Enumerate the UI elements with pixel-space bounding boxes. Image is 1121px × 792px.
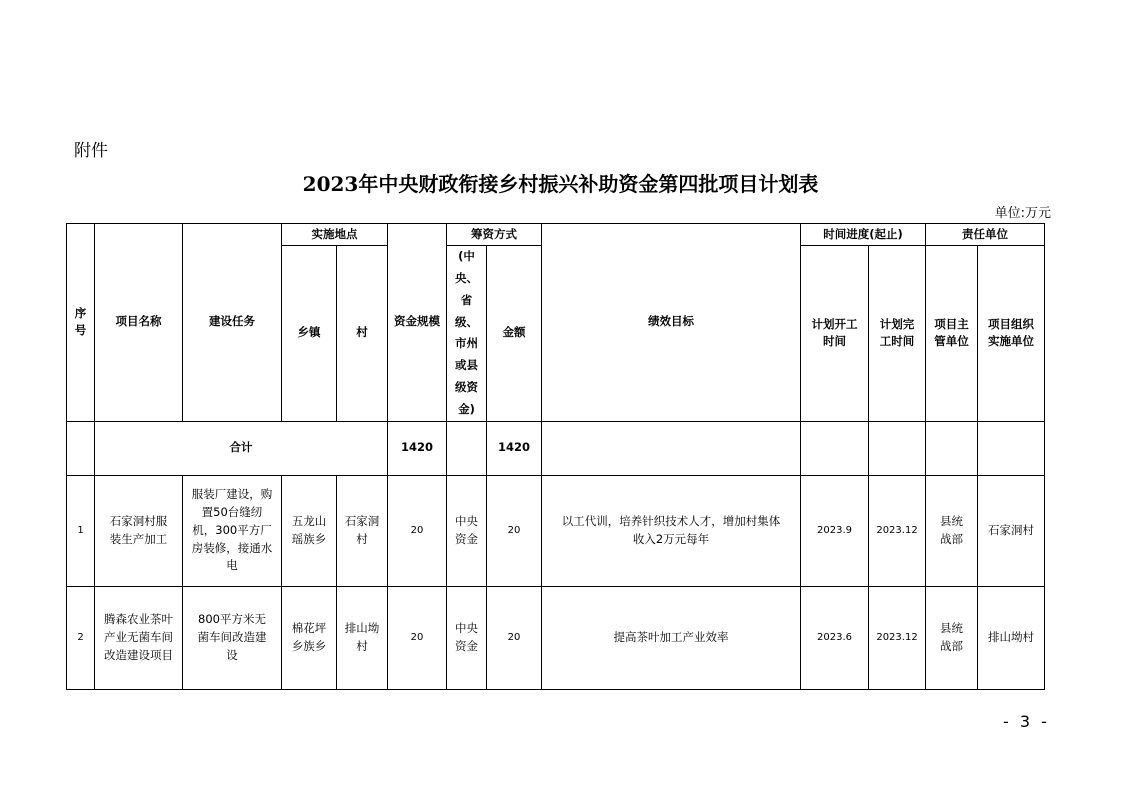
header-amount: 金额 bbox=[487, 246, 542, 422]
row-supervisor: 县统战部 bbox=[926, 586, 978, 689]
row-fund-scale: 20 bbox=[388, 475, 447, 586]
attachment-label: 附件 bbox=[74, 141, 108, 161]
row-plan-start: 2023.6 bbox=[801, 586, 869, 689]
total-fund-scale: 1420 bbox=[388, 421, 447, 475]
total-seq-cell bbox=[67, 421, 95, 475]
row-seq: 1 bbox=[67, 475, 95, 586]
total-performance-cell bbox=[542, 421, 801, 475]
header-plan-end: 计划完工时间 bbox=[869, 246, 926, 422]
row-project-name: 石家洞村服装生产加工 bbox=[95, 475, 183, 586]
total-plan-end-cell bbox=[869, 421, 926, 475]
total-amount: 1420 bbox=[487, 421, 542, 475]
row-township: 棉花坪乡族乡 bbox=[282, 586, 337, 689]
header-fund-scale: 资金规模 bbox=[388, 224, 447, 422]
header-project-name: 项目名称 bbox=[95, 224, 183, 422]
row-township: 五龙山瑶族乡 bbox=[282, 475, 337, 586]
header-village: 村 bbox=[337, 246, 388, 422]
total-label: 合计 bbox=[95, 421, 388, 475]
header-fund-source: (中央、省级、市州或县级资金) bbox=[447, 246, 487, 422]
header-location-group: 实施地点 bbox=[282, 224, 388, 246]
row-construction: 800平方米无菌车间改造建设 bbox=[183, 586, 282, 689]
header-schedule-group: 时间进度(起止) bbox=[801, 224, 926, 246]
header-construction: 建设任务 bbox=[183, 224, 282, 422]
total-plan-start-cell bbox=[801, 421, 869, 475]
row-construction: 服装厂建设，购置50台缝纫机，300平方厂房装修，接通水电 bbox=[183, 475, 282, 586]
row-amount: 20 bbox=[487, 475, 542, 586]
header-performance: 绩效目标 bbox=[542, 224, 801, 422]
row-implementer: 石家洞村 bbox=[978, 475, 1045, 586]
total-implementer-cell bbox=[978, 421, 1045, 475]
header-implementer: 项目组织实施单位 bbox=[978, 246, 1045, 422]
header-responsibility-group: 责任单位 bbox=[926, 224, 1045, 246]
row-plan-end: 2023.12 bbox=[869, 475, 926, 586]
table-row bbox=[67, 475, 1045, 586]
row-implementer: 排山坳村 bbox=[978, 586, 1045, 689]
header-funding-group: 筹资方式 bbox=[447, 224, 542, 246]
row-performance: 提高茶叶加工产业效率 bbox=[542, 586, 801, 689]
project-plan-table bbox=[66, 223, 1045, 690]
row-amount: 20 bbox=[487, 586, 542, 689]
row-project-name: 腾森农业茶叶产业无菌车间改造建设项目 bbox=[95, 586, 183, 689]
row-fund-source: 中央资金 bbox=[447, 475, 487, 586]
document-title: 2023年中央财政衔接乡村振兴补助资金第四批项目计划表 bbox=[302, 172, 819, 196]
header-supervisor: 项目主管单位 bbox=[926, 246, 978, 422]
total-supervisor-cell bbox=[926, 421, 978, 475]
row-plan-end: 2023.12 bbox=[869, 586, 926, 689]
page-number: - 3 - bbox=[1003, 712, 1050, 731]
header-seq: 序号 bbox=[67, 224, 95, 422]
row-fund-scale: 20 bbox=[388, 586, 447, 689]
header-row-1 bbox=[67, 224, 1045, 246]
total-row bbox=[67, 421, 1045, 475]
unit-label: 单位:万元 bbox=[994, 206, 1051, 221]
row-village: 石家洞村 bbox=[337, 475, 388, 586]
row-village: 排山坳村 bbox=[337, 586, 388, 689]
row-plan-start: 2023.9 bbox=[801, 475, 869, 586]
header-plan-start: 计划开工时间 bbox=[801, 246, 869, 422]
table-row bbox=[67, 586, 1045, 689]
row-seq: 2 bbox=[67, 586, 95, 689]
row-performance: 以工代训，培养针织技术人才，增加村集体收入2万元每年 bbox=[542, 475, 801, 586]
row-supervisor: 县统战部 bbox=[926, 475, 978, 586]
row-fund-source: 中央资金 bbox=[447, 586, 487, 689]
header-township: 乡镇 bbox=[282, 246, 337, 422]
total-fund-source-cell bbox=[447, 421, 487, 475]
